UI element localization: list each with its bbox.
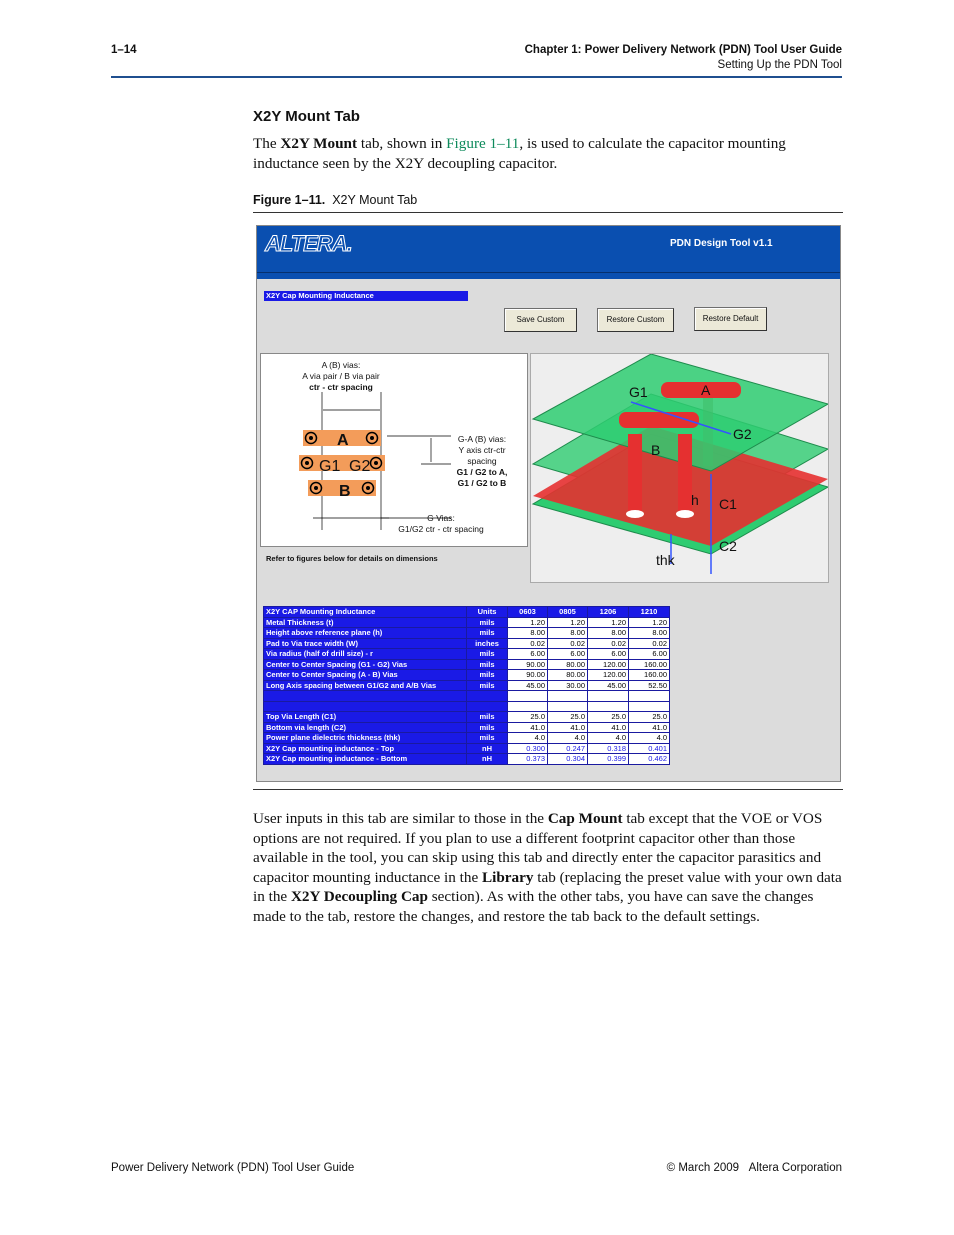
via-3d-svg [531, 354, 828, 582]
table-row [264, 649, 670, 660]
ab-vias-label [281, 360, 401, 393]
input-cell[interactable]: 0.02 [588, 638, 629, 649]
result-cell: 0.401 [629, 743, 670, 754]
footer-left: Power Delivery Network (PDN) Tool User Guide [111, 1162, 355, 1174]
intro-text-2: tab, shown in [357, 135, 447, 152]
unit-cell: inches [467, 638, 508, 649]
table-row [264, 617, 670, 628]
input-cell[interactable]: 80.00 [548, 670, 588, 681]
ga-vias-line2: Y axis ctr-ctr [458, 445, 506, 455]
table-row [264, 638, 670, 649]
save-custom-button[interactable]: Save Custom [504, 308, 577, 332]
ab-vias-line1: A (B) vias: [321, 360, 361, 370]
header-cell: 1210 [629, 607, 670, 618]
pad-b-label: B [339, 483, 351, 500]
section-heading: X2Y Mount Tab [253, 108, 360, 125]
header-cell: 1206 [588, 607, 629, 618]
para-text-1: User inputs in this tab are similar to those in the [253, 810, 548, 827]
section-label-bar: X2Y Cap Mounting Inductance [264, 291, 468, 301]
input-cell[interactable]: 6.00 [629, 649, 670, 660]
para-bold-3: X2Y Decoupling Cap [290, 888, 428, 906]
input-cell[interactable]: 25.0 [588, 712, 629, 723]
blank-cell [264, 701, 467, 712]
blank-cell [264, 691, 467, 702]
blank-cell [629, 701, 670, 712]
dimensions-note: Refer to figures below for details on dimensions [266, 554, 438, 563]
result-cell: 0.318 [588, 743, 629, 754]
via-diagram [260, 353, 528, 547]
result-cell: 0.373 [508, 754, 548, 765]
input-cell[interactable]: 52.50 [629, 680, 670, 691]
label-3d-g1: G1 [629, 384, 648, 400]
input-cell[interactable]: 0.02 [548, 638, 588, 649]
footer-date: © March 2009 [666, 1162, 740, 1174]
intro-text-1: The [253, 135, 281, 152]
label-3d-a: A [701, 382, 711, 398]
result-cell: 0.399 [588, 754, 629, 765]
table-row [264, 628, 670, 639]
table-blank-row [264, 691, 670, 702]
ga-vias-line1: G-A (B) vias: [457, 434, 507, 444]
input-cell[interactable]: 41.0 [548, 722, 588, 733]
table-row [264, 722, 670, 733]
g-vias-line2: G1/G2 ctr - ctr spacing [398, 524, 484, 534]
label-3d-g2: G2 [733, 426, 752, 442]
table-blank-row [264, 701, 670, 712]
input-cell[interactable]: 8.00 [629, 628, 670, 639]
ab-vias-line3: ctr - ctr spacing [309, 382, 373, 392]
blank-cell [467, 701, 508, 712]
input-cell[interactable]: 6.00 [588, 649, 629, 660]
label-3d-thk: thk [656, 552, 675, 568]
figure-caption [253, 193, 417, 207]
pad-g1-label: G1 [319, 458, 341, 475]
input-cell[interactable]: 0.02 [508, 638, 548, 649]
row-label: Via radius (half of drill size) - r [264, 649, 467, 660]
input-cell[interactable]: 25.0 [629, 712, 670, 723]
unit-cell: mils [467, 680, 508, 691]
blank-cell [508, 701, 548, 712]
unit-cell: mils [467, 628, 508, 639]
chapter-title: Chapter 1: Power Delivery Network (PDN) Tool User Guide [524, 44, 842, 56]
blank-cell [548, 701, 588, 712]
blank-cell [467, 691, 508, 702]
input-cell[interactable]: 1.20 [629, 617, 670, 628]
app-title: PDN Design Tool v1.1 [670, 238, 773, 249]
input-cell[interactable]: 80.00 [548, 659, 588, 670]
para-bold-1: Cap Mount [547, 810, 623, 827]
figure-top-rule [253, 212, 843, 213]
table-result-row [264, 754, 670, 765]
restore-custom-button[interactable]: Restore Custom [597, 308, 674, 332]
row-label: X2Y Cap mounting inductance - Bottom [264, 754, 467, 765]
ga-vias-line5: G1 / G2 to B [457, 478, 507, 488]
intro-paragraph [253, 134, 843, 173]
via-3d-view [530, 353, 829, 583]
result-cell: 0.300 [508, 743, 548, 754]
restore-default-button[interactable]: Restore Default [694, 307, 767, 331]
input-cell[interactable]: 4.0 [548, 733, 588, 744]
input-cell[interactable]: 90.00 [508, 670, 548, 681]
para-text-3: tab (replacing the preset value with your own data in the [253, 868, 842, 906]
blank-cell [588, 691, 629, 702]
unit-cell: mils [467, 733, 508, 744]
body-paragraph [253, 809, 843, 927]
input-cell[interactable]: 0.02 [629, 638, 670, 649]
input-cell[interactable]: 6.00 [548, 649, 588, 660]
x2y-table [263, 606, 670, 765]
result-cell: 0.462 [629, 754, 670, 765]
unit-cell: mils [467, 670, 508, 681]
ab-vias-line2: A via pair / B via pair [302, 371, 380, 381]
input-cell[interactable]: 4.0 [588, 733, 629, 744]
ga-vias-label [441, 434, 523, 489]
input-cell[interactable]: 41.0 [508, 722, 548, 733]
input-cell[interactable]: 160.00 [629, 670, 670, 681]
input-cell[interactable]: 4.0 [508, 733, 548, 744]
result-cell: 0.247 [548, 743, 588, 754]
input-cell[interactable]: 6.00 [508, 649, 548, 660]
header-cell: X2Y CAP Mounting Inductance [264, 607, 467, 618]
label-3d-h: h [691, 492, 699, 508]
table-header-row [264, 607, 670, 618]
input-cell[interactable]: 25.0 [548, 712, 588, 723]
row-label: Power plane dielectric thickness (thk) [264, 733, 467, 744]
label-3d-c2: C2 [719, 538, 737, 554]
input-cell[interactable]: 1.20 [588, 617, 629, 628]
input-cell[interactable]: 25.0 [508, 712, 548, 723]
blank-cell [548, 691, 588, 702]
para-text-4: section). As with the other tabs, you have can save the changes made to the tab, restore the changes, and restore the tab back to the default settings. [253, 888, 814, 925]
label-3d-c1: C1 [719, 496, 737, 512]
blank-cell [588, 701, 629, 712]
page-number: 1–14 [111, 44, 137, 56]
row-label: Top Via Length (C1) [264, 712, 467, 723]
input-cell[interactable]: 45.00 [588, 680, 629, 691]
pad-a-label: A [337, 432, 349, 449]
para-bold-2: Library [482, 868, 534, 886]
figure-bottom-rule [253, 789, 843, 790]
row-label: Bottom via length (C2) [264, 722, 467, 733]
header-cell: Units [467, 607, 508, 618]
row-label: Center to Center Spacing (G1 - G2) Vias [264, 659, 467, 670]
unit-cell: nH [467, 754, 508, 765]
app-window [256, 225, 841, 782]
input-cell[interactable]: 45.00 [508, 680, 548, 691]
table-row [264, 670, 670, 681]
ga-vias-line4: G1 / G2 to A, [456, 467, 508, 477]
row-label: Long Axis spacing between G1/G2 and A/B Vias [264, 680, 467, 691]
unit-cell: mils [467, 712, 508, 723]
blank-cell [629, 691, 670, 702]
footer-company: Altera Corporation [748, 1162, 842, 1174]
unit-cell: mils [467, 617, 508, 628]
para-text-2: tab except that the VOE or VOS options are not required. If you plan to use a different footprint capacitor other than those available in the tool, you can skip using this tab and directly enter the capacitor parasitics and capacitor mounting inductance in the [253, 810, 823, 886]
input-cell[interactable]: 120.00 [588, 659, 629, 670]
intro-text-3: , is used to calculate the capacitor mounting inductance seen by the X2Y decoupling capacitor. [253, 135, 786, 172]
input-cell[interactable]: 8.00 [548, 628, 588, 639]
g-vias-line1: G Vias: [427, 513, 455, 523]
input-cell[interactable]: 41.0 [588, 722, 629, 733]
unit-cell: mils [467, 649, 508, 660]
app-title-bar [257, 226, 840, 273]
input-cell[interactable]: 1.20 [508, 617, 548, 628]
blank-cell [508, 691, 548, 702]
table-row [264, 680, 670, 691]
app-toolbar-strip [257, 273, 840, 279]
input-cell[interactable]: 4.0 [629, 733, 670, 744]
input-cell[interactable]: 8.00 [588, 628, 629, 639]
header-rule [111, 76, 842, 78]
pad-g2-label: G2 [349, 458, 371, 475]
input-cell[interactable]: 1.20 [548, 617, 588, 628]
intro-bold-1: X2Y Mount [280, 135, 358, 152]
altera-logo: ALTERA. [265, 231, 352, 256]
unit-cell: mils [467, 722, 508, 733]
figure-title: X2Y Mount Tab [332, 193, 418, 207]
figure-label: Figure 1–11. [253, 193, 326, 207]
input-cell[interactable]: 8.00 [508, 628, 548, 639]
input-cell[interactable]: 30.00 [548, 680, 588, 691]
input-cell[interactable]: 120.00 [588, 670, 629, 681]
unit-cell: mils [467, 659, 508, 670]
label-3d-b: B [651, 442, 661, 458]
footer-right [667, 1162, 842, 1174]
row-label: Pad to Via trace width (W) [264, 638, 467, 649]
table-row [264, 712, 670, 723]
ga-vias-line3: spacing [467, 456, 497, 466]
row-label: X2Y Cap mounting inductance - Top [264, 743, 467, 754]
unit-cell: nH [467, 743, 508, 754]
table-result-row [264, 743, 670, 754]
table-row [264, 733, 670, 744]
table-row [264, 659, 670, 670]
figure-link[interactable]: Figure 1–11 [446, 135, 520, 152]
input-cell[interactable]: 41.0 [629, 722, 670, 733]
g-vias-label [381, 513, 501, 535]
input-cell[interactable]: 160.00 [629, 659, 670, 670]
header-cell: 0805 [548, 607, 588, 618]
input-cell[interactable]: 90.00 [508, 659, 548, 670]
header-cell: 0603 [508, 607, 548, 618]
row-label: Metal Thickness (t) [264, 617, 467, 628]
section-title: Setting Up the PDN Tool [717, 59, 842, 71]
row-label: Center to Center Spacing (A - B) Vias [264, 670, 467, 681]
result-cell: 0.304 [548, 754, 588, 765]
row-label: Height above reference plane (h) [264, 628, 467, 639]
